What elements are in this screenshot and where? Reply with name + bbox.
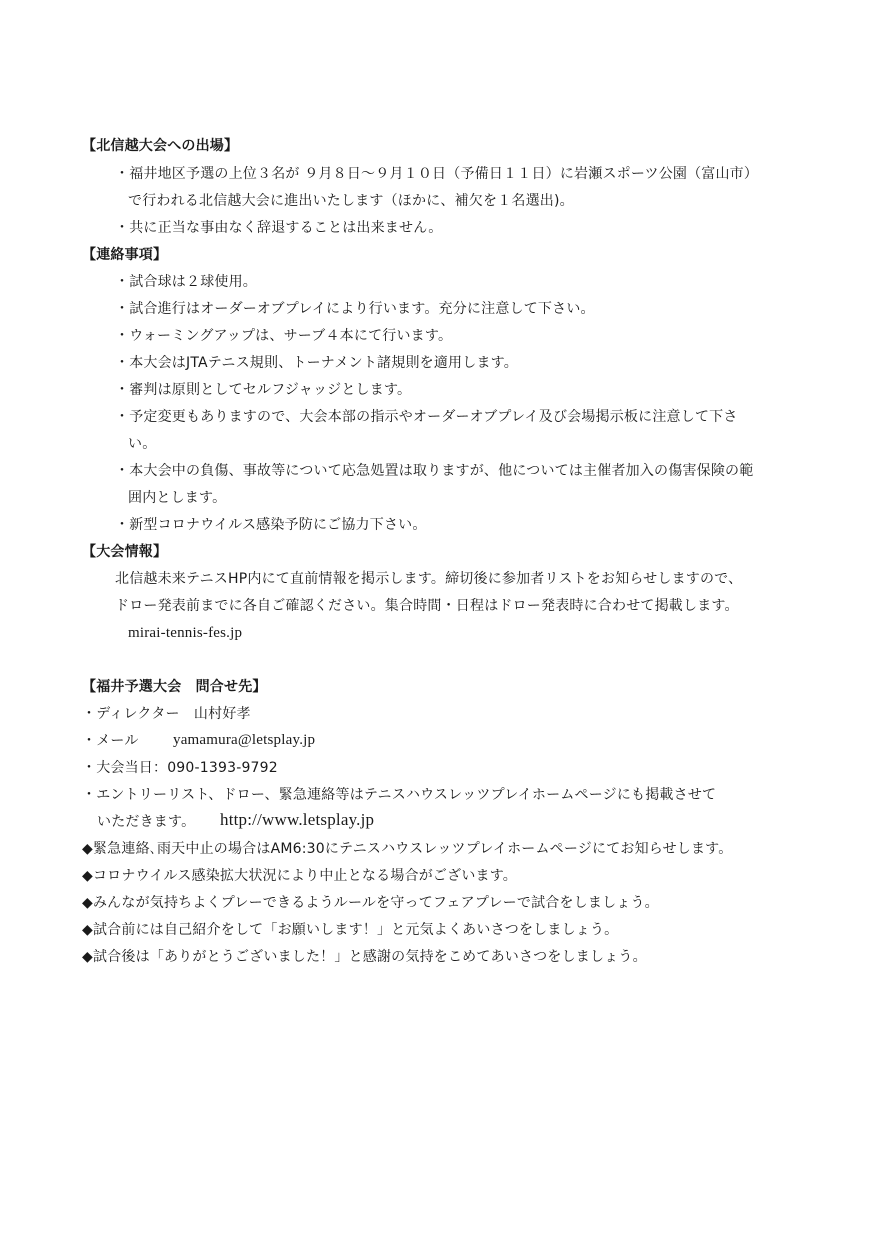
notice-item: ◆コロナウイルス感染拡大状況により中止となる場合がございます。 xyxy=(82,868,518,884)
contact-entry-text: ・エントリーリスト、ドロー、緊急連絡等はテニスハウスレッツプレイホームページにも掲載させて xyxy=(82,787,717,803)
contact-mail: yamamura@letsplay.jp xyxy=(173,732,316,748)
list-item: ・本大会はJTAテニス規則、トーナメント諸規則を適用します。 xyxy=(115,355,518,371)
notice-item: ◆試合前には自己紹介をして「お願いします！」と元気よくあいさつをしましょう。 xyxy=(82,922,619,938)
list-item-continuation: で行われる北信越大会に進出いたします（ほかに、補欠を１名選出)。 xyxy=(128,193,574,209)
list-item: ・共に正当な事由なく辞退することは出来ません。 xyxy=(115,220,443,236)
contact-mail-label: ・メール xyxy=(82,733,139,749)
section-heading-notes: 【連絡事項】 xyxy=(82,247,168,263)
list-item: ・ウォーミングアップは、サーブ４本にて行います。 xyxy=(115,328,453,344)
info-text: ドロー発表前までに各自ご確認ください。集合時間・日程はドロー発表時に合わせて掲載します。 xyxy=(115,598,739,614)
contact-entry-url: http://www.letsplay.jp xyxy=(220,810,375,829)
info-text: 北信越未来テニスHP内にて直前情報を掲示します。締切後に参加者リストをお知らせしますので、 xyxy=(115,571,743,587)
contact-heading: 【福井予選大会 問合せ先】 xyxy=(82,679,267,695)
section-heading-hokushinetsu: 【北信越大会への出場】 xyxy=(82,138,239,154)
list-item: ・福井地区予選の上位３名が ９月８日〜９月１０日（予備日１１日）に岩瀬スポーツ公園（富山市） xyxy=(115,166,759,182)
list-item-continuation: い。 xyxy=(128,436,157,452)
contact-entry-text-continuation: いただきます。 xyxy=(97,814,196,830)
list-item: ・予定変更もありますので、大会本部の指示やオーダーオブプレイ及び会場掲示板に注意して下さ xyxy=(115,409,738,425)
list-item: ・新型コロナウイルス感染予防にご協力下さい。 xyxy=(115,517,427,533)
contact-phone: ・大会当日：090-1393-9792 xyxy=(82,760,278,776)
list-item: ・試合球は２球使用。 xyxy=(115,274,257,290)
list-item: ・本大会中の負傷、事故等について応急処置は取りますが、他については主催者加入の傷害保険の範 xyxy=(115,463,754,479)
list-item-continuation: 囲内とします。 xyxy=(128,490,227,506)
notice-item: ◆みんなが気持ちよくプレーできるようルールを守ってフェアプレーで試合をしましょう。 xyxy=(82,895,659,911)
section-heading-info: 【大会情報】 xyxy=(82,544,168,560)
contact-director: ・ディレクター 山村好孝 xyxy=(82,706,251,722)
notice-item: ◆緊急連絡､雨天中止の場合はAM6:30にテニスハウスレッツプレイホームページにてお知らせします。 xyxy=(82,841,733,857)
notice-item: ◆試合後は「ありがとうございました！」と感謝の気持をこめてあいさつをしましょう。 xyxy=(82,949,647,965)
info-url: mirai-tennis-fes.jp xyxy=(128,625,243,641)
list-item: ・試合進行はオーダーオブプレイにより行います。充分に注意して下さい。 xyxy=(115,301,595,317)
list-item: ・審判は原則としてセルフジャッジとします。 xyxy=(115,382,412,398)
